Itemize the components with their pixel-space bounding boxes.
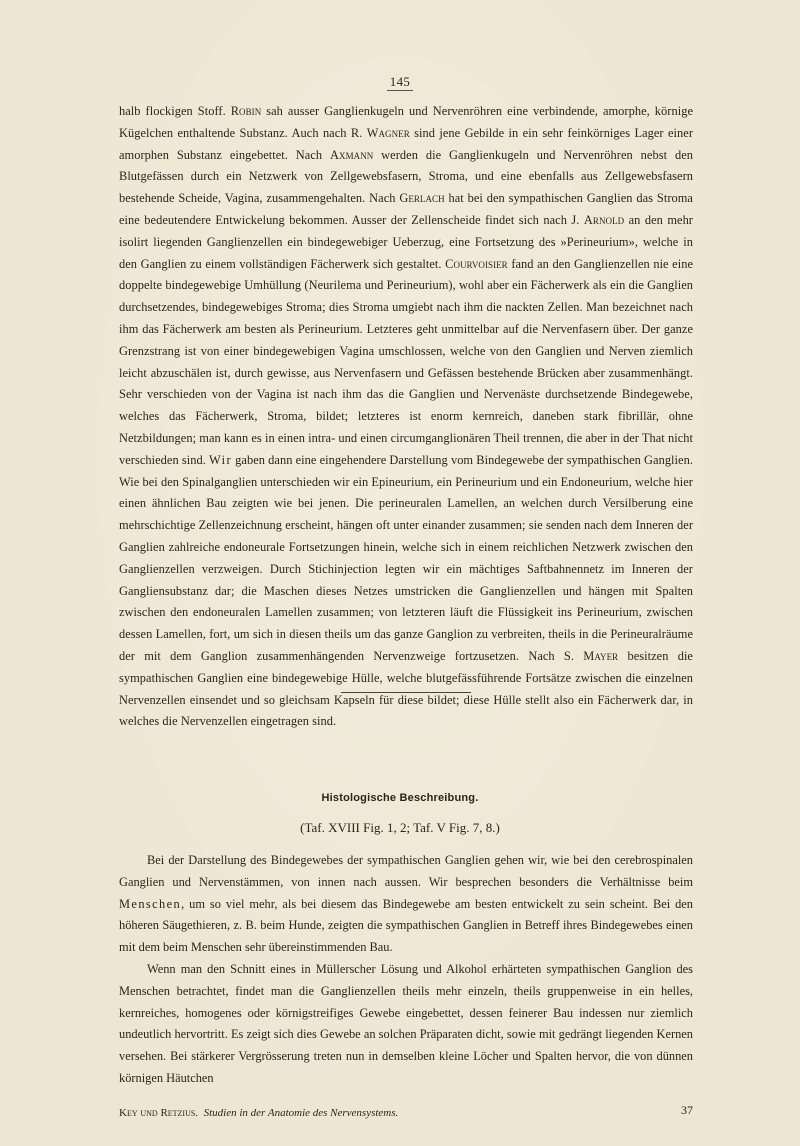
body-text-upper: [119, 101, 693, 733]
body-text-lower: [119, 850, 693, 1090]
page-number: 145: [0, 74, 800, 91]
footer-citation: [119, 1107, 398, 1119]
footer-book-title: Studien in der Anatomie des Nervensystems.: [203, 1107, 399, 1119]
section-divider: [341, 692, 471, 693]
signature-number: 37: [681, 1103, 693, 1117]
plate-reference: (Taf. XVIII Fig. 1, 2; Taf. V Fig. 7, 8.): [300, 820, 500, 835]
footer-authors: Key und Retzius.: [119, 1107, 199, 1119]
paragraph-literature-review: halb flockigen Stoff. Robin sah ausser Ganglienkugeln und Nervenröhren eine verbindende, amorphe, körnige Kügelchen enthaltende Substanz. Auch nach R. Wagner sind jene Gebilde in ein sehr feinkörniges Lager einer amorphen Substanz eingebettet. Nach Axmann werden die Ganglienkugeln und Nervenröhren nebst den Blutgefässen durch ein Netzwerk von Zellgewebsfasern, Stroma, und eine ebenfalls aus Zellgewebsfasern bestehende Scheide, Vagina, zusammengehalten. Nach Gerlach hat bei den sympathischen Ganglien das Stroma eine bedeutendere Entwickelung bekommen. Ausser der Zellenscheide findet sich nach J. Arnold an den mehr isolirt liegenden Ganglienzellen ein bindegewebiger Ueberzug, eine Fortsetzung des »Perineurium», welche in den Ganglien zu einem vollständigen Fächerwerk sich gestaltet. Courvoisier fand an den Ganglienzellen nie eine doppelte bindegewebige Umhüllung (Neurilema und Perineurium), wohl aber ein Fächerwerk als ein die Ganglien durchsetzendes, bindegewebiges Stroma; dies Stroma umgiebt nach ihm die nackten Zellen. Man bezeichnet nach ihm das Fächerwerk am besten als Perineurium. Letzteres geht unmittelbar auf die Nervenfasern über. Der ganze Grenzstrang ist von einer bindegewebigen Vagina umschlossen, welche von den Ganglien und Nerven ziemlich leicht abzuschälen ist, durch gewisse, aus Nervenfasern und Gefässen bestehende Brücken aber zusammenhängt. Sehr verschieden von der Vagina ist nach ihm das die Ganglien und Nervenäste durchsetzende Bindegewebe, welches das Fächerwerk, Stroma, bildet; letzteres ist enorm kernreich, daneben stark fibrillär, ohne Netzbildungen; man kann es in einen intra- und einen circumganglionären Theil trennen, die aber in der That nicht verschieden sind. Wir gaben dann eine eingehendere Darstellung vom Bindegewebe der sympathischen Ganglien. Wie bei den Spinalganglien unterschieden wir ein Epineurium, ein Perineurium und ein Endoneurium, welche hier einen ähnlichen Bau zeigten wie bei jenen. Die perineuralen Lamellen, an welchen durch Versilberung eine mehrschichtige Zellenzeichnung erscheint, hängen oft unter einander zusammen; sie senden nach dem Inneren der Ganglien zahlreiche endoneurale Fortsetzungen hinein, welche sich in einem reichlichen Netzwerk zwischen den Ganglienzellen verzweigen. Durch Stichinjection legten wir ein mächtiges Saftbahnennetz im Inneren der Gangliensubstanz dar; die Maschen dieses Netzes umstricken die Ganglienzellen und hängen mit Spalten zwischen den endoneuralen Lamellen zusammen; von letzteren läuft die Flüssigkeit ins Perineurium, zwischen dessen Lamellen, fort, um sich in diesen theils um das ganze Ganglion zu verbreiten, theils in die Perineuralräume der mit dem Ganglion zusammenhängenden Nervenzweige fortzusetzen. Nach S. Mayer besitzen die sympathischen Ganglien eine bindegewebige Hülle, welche blutgefässführende Fortsätze zwischen die einzelnen Nervenzellen einsendet und so gleichsam Kapseln für diese bildet; diese Hülle stellt also ein Fächerwerk dar, in welches die Nervenzellen eingetragen sind.: [119, 104, 694, 729]
paragraph-intro: Bei der Darstellung des Bindegewebes der sympathischen Ganglien gehen wir, wie bei den cerebrospinalen Ganglien und Nervenstämmen, von innen nach aussen. Wir besprechen besonders die Verhältnisse beim Menschen, um so viel mehr, als bei diesem das Bindegewebe am besten entwickelt zu sein scheint. Bei den höheren Säugethieren, z. B. beim Hunde, zeigten die sympathischen Ganglien in Betreff ihres Bindegewebes einen mit dem beim Menschen sehr übereinstimmenden Bau.: [119, 853, 693, 955]
paragraph-description: Wenn man den Schnitt eines in Müllerscher Lösung und Alkohol erhärteten sympathischen Ganglion des Menschen betrachtet, findet man die Ganglienzellen theils mehr einzeln, theils gruppenweise in ein helles, kernreiches, homogenes oder körnigstreifiges Gewebe eingebettet, dessen feinerer Bau indessen nur ziemlich undeutlich hervortritt. Es zeigt sich dies Gewebe an solchen Präparaten dicht, sowie mit gedrängt liegenden Kernen versehen. Bei stärkerer Vergrösserung treten nun in demselben kleine Löcher und Spalten hervor, die von dünnen körnigen Häutchen: [119, 961, 693, 1085]
section-title: Histologische Beschreibung.: [321, 792, 479, 804]
